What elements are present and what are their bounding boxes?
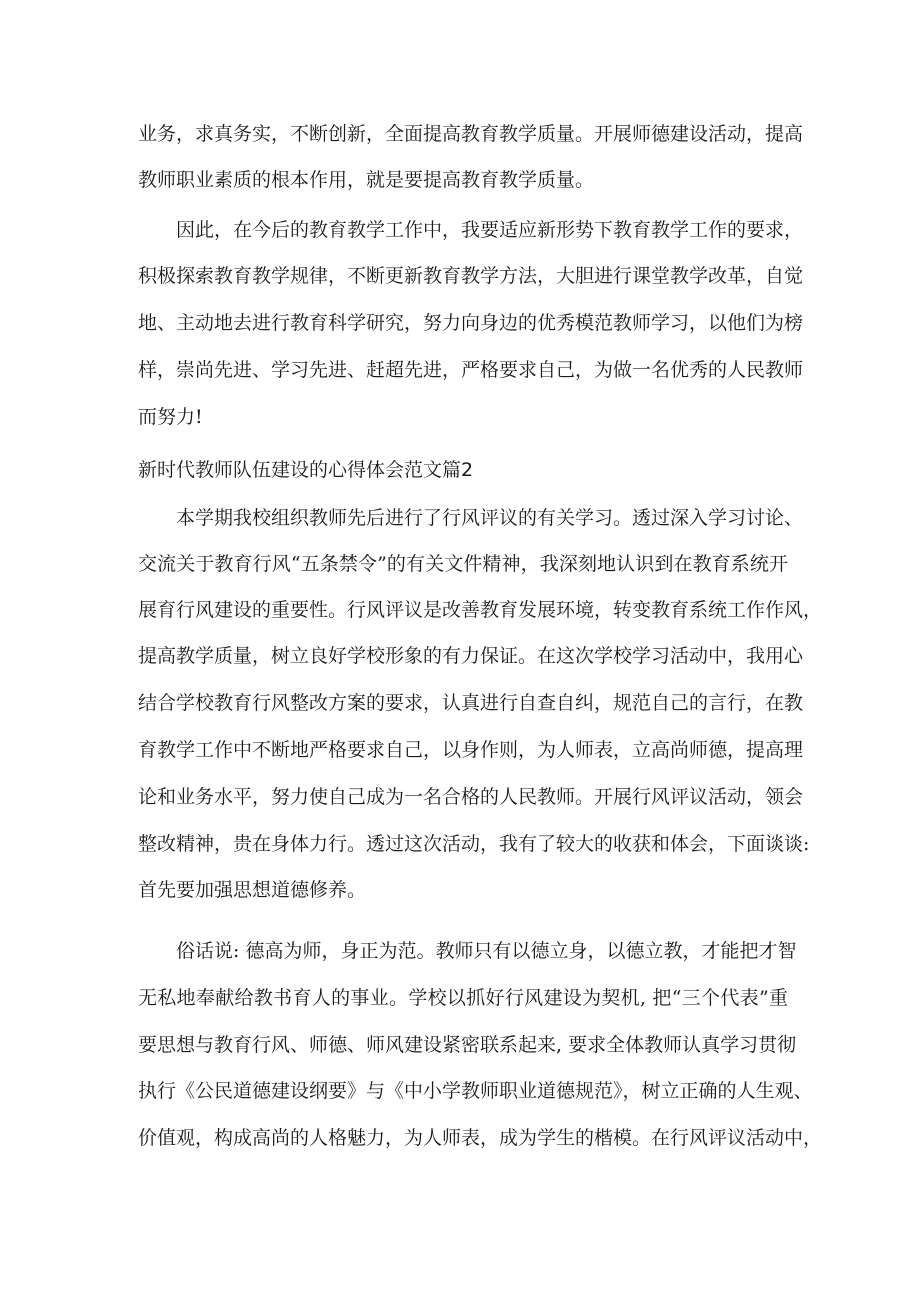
paragraph-4-line-1: 俗话说: 德高为师，身正为范。教师只有以德立身，以德立教，才能把才智 — [176, 940, 797, 962]
paragraph-3-line-3: 展育行风建设的重要性。行风评议是改善教育发展环境，转变教育系统工作作风， — [138, 599, 823, 621]
paragraph-4-line-2: 无私地奉献给教书育人的事业。学校以抓好行风建设为契机, 把“三个代表”重 — [138, 987, 788, 1009]
paragraph-3-line-8: 整改精神，贵在身体力行。透过这次活动，我有了较大的收获和体会，下面谈谈: — [138, 833, 810, 855]
paragraph-2-line-3: 地、主动地去进行教育科学研究，努力向身边的优秀模范教师学习，以他们为榜 — [138, 312, 804, 334]
paragraph-3-line-5: 结合学校教育行风整改方案的要求，认真进行自查自纠，规范自己的言行，在教 — [138, 692, 804, 714]
section-heading: 新时代教师队伍建设的心得体会范文篇2 — [138, 459, 474, 481]
paragraph-4-line-4: 执行《公民道德建设纲要》与《中小学教师职业道德规范》，树立正确的人生观、 — [138, 1080, 813, 1102]
paragraph-3-line-4: 提高教学质量，树立良好学校形象的有力保证。在这次学校学习活动中，我用心 — [138, 645, 804, 667]
paragraph-4-line-3: 要思想与教育行风、师德、师风建设紧密联系起来, 要求全体教师认真学习贯彻 — [138, 1034, 797, 1056]
paragraph-3-line-1: 本学期我校组织教师先后进行了行风评议的有关学习。透过深入学习讨论、 — [176, 507, 804, 529]
paragraph-3-line-9: 首先要加强思想道德修养。 — [138, 879, 367, 901]
paragraph-2-line-1: 因此，在今后的教育教学工作中，我要适应新形势下教育教学工作的要求， — [176, 219, 804, 241]
paragraph-1-line-2: 教师职业素质的根本作用，就是要提高教育教学质量。 — [138, 169, 595, 191]
paragraph-3-line-2: 交流关于教育行风“五条禁令”的有关文件精神，我深刻地认识到在教育系统开 — [138, 553, 788, 575]
paragraph-2-line-2: 积极探索教育教学规律，不断更新教育教学方法，大胆进行课堂教学改革，自觉 — [138, 265, 804, 287]
paragraph-3-line-6: 育教学工作中不断地严格要求自己，以身作则，为人师表，立高尚师德，提高理 — [138, 739, 804, 761]
paragraph-4-line-5: 价值观，构成高尚的人格魅力，为人师表，成为学生的楷模。在行风评议活动中， — [138, 1127, 823, 1149]
paragraph-3-line-7: 论和业务水平，努力使自己成为一名合格的人民教师。开展行风评议活动，领会 — [138, 786, 804, 808]
paragraph-1-line-1: 业务，求真务实，不断创新，全面提高教育教学质量。开展师德建设活动，提高 — [138, 123, 804, 145]
paragraph-2-line-4: 样，崇尚先进、学习先进、赶超先进，严格要求自己，为做一名优秀的人民教师 — [138, 359, 804, 381]
paragraph-2-line-5: 而努力! — [138, 406, 203, 428]
